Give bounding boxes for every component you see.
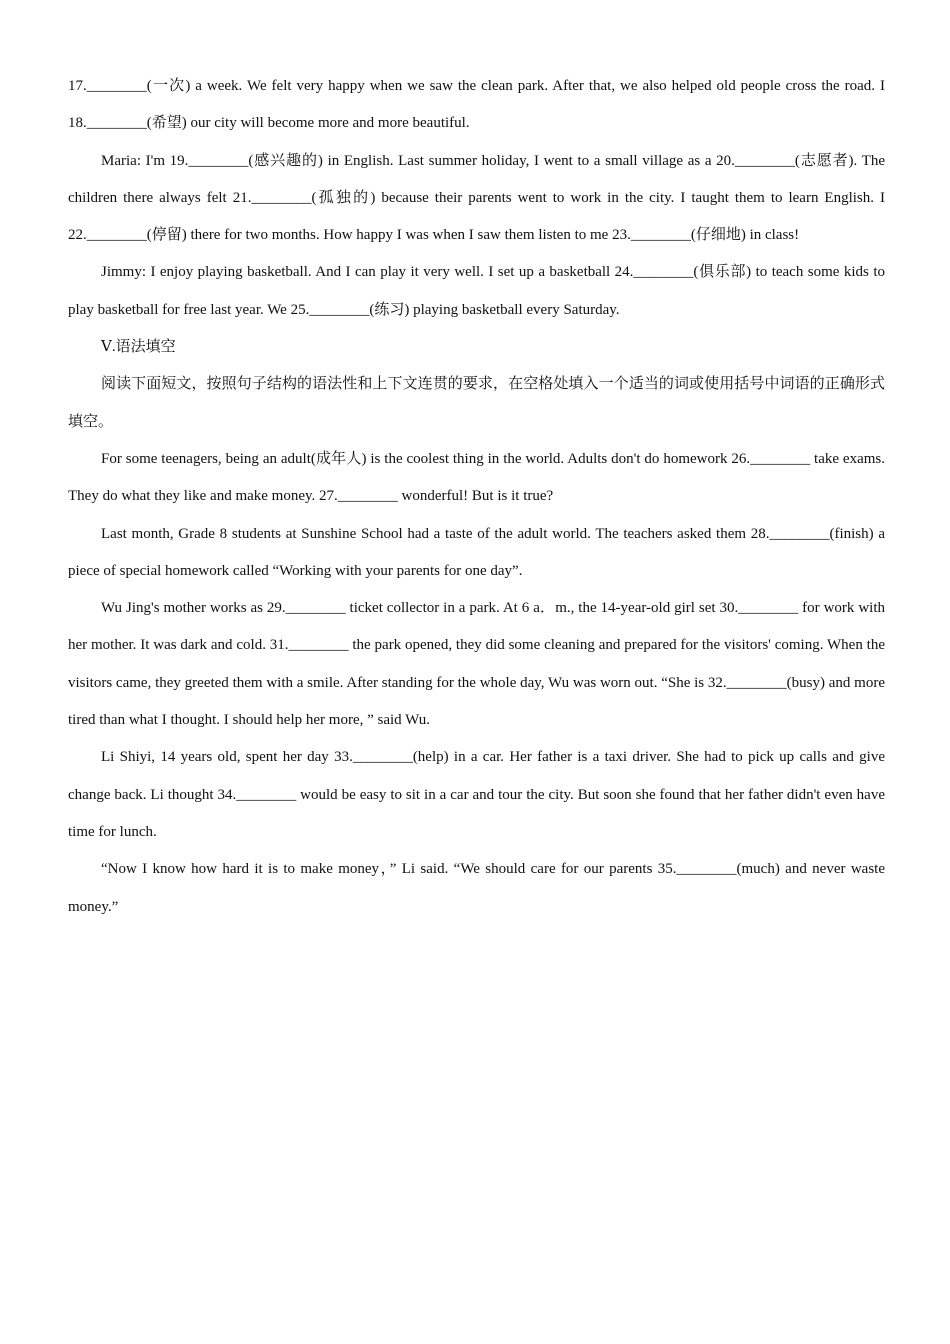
- paragraph-li-shiyi: Li Shiyi, 14 years old, spent her day 33.________(help) in a car. Her father is a taxi driver. She had to pick up calls and give change back. Li thought 34.________ would be easy to sit in a car and tour the city. But soon she found that her father didn't even have time for lunch.: [68, 749, 885, 840]
- paragraph-wu-jing: Wu Jing's mother works as 29.________ ticket collector in a park. At 6 a．m., the 14-year-old girl set 30.________ for work with her mother. It was dark and cold. 31.________ the park opened, they did some cleaning and prepared for the visitors' coming. When the visitors came, they greeted them with a smile. After standing for the whole day, Wu was worn out. “She is 32.________(busy) and more tired than what I thought. I should help her more, ” said Wu.: [68, 600, 885, 729]
- section-v-heading: Ⅴ.语法填空: [101, 339, 176, 356]
- paragraph-continuation: 17.________(一次) a week. We felt very happy when we saw the clean park. After that, we also helped old people cross the road. I 18.________(希望) our city will become more and more beautiful.: [68, 78, 885, 132]
- paragraph-last-month: Last month, Grade 8 students at Sunshine School had a taste of the adult world. The teachers asked them 28.________(finish) a piece of special homework called “Working with your parents for one day”.: [68, 525, 885, 579]
- paragraph-maria: Maria: I'm 19.________(感兴趣的) in English. Last summer holiday, I went to a small village as a 20.________(志愿者). The children there always felt 21.________(孤独的) because their parents went to work in the city. I taught them to learn English. I 22.________(停留) there for two months. How happy I was when I saw them listen to me 23.________(仔细地) in class!: [68, 152, 885, 244]
- paragraph-instructions: 阅读下面短文，按照句子结构的语法性和上下文连贯的要求，在空格处填入一个适当的词或使用括号中词语的正确形式填空。: [68, 376, 885, 430]
- document-page: [68, 68, 885, 926]
- paragraph-now-i-know: “Now I know how hard it is to make money，” Li said. “We should care for our parents 35.________(much) and never waste money.”: [68, 861, 885, 915]
- paragraph-jimmy: Jimmy: I enjoy playing basketball. And I can play it very well. I set up a basketball 24.________(俱乐部) to teach some kids to play basketball for free last year. We 25.________(练习) playing basketball every Saturday.: [68, 264, 885, 318]
- paragraph-teenagers: For some teenagers, being an adult(成年人) is the coolest thing in the world. Adults don't do homework 26.________ take exams. They do what they like and make money. 27.________ wonderful! But is it true?: [68, 450, 885, 505]
